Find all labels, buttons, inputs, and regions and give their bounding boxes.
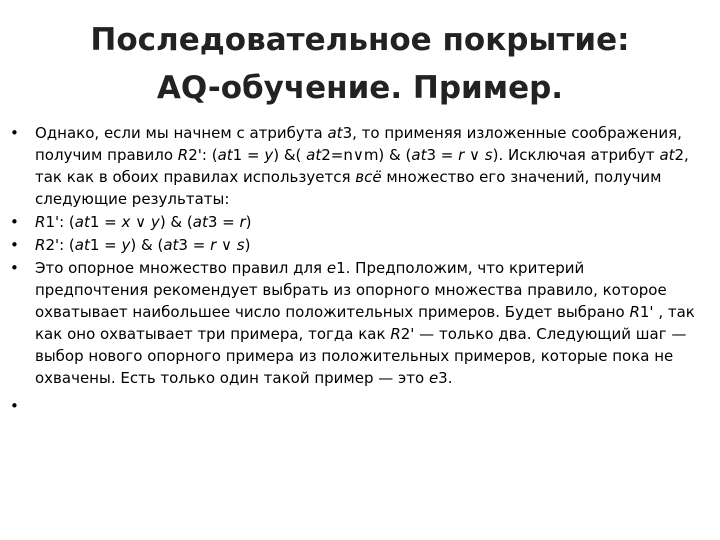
bullet-item-3 (10, 234, 700, 256)
bullet-text: Однако, если мы начнем с атрибута at3, то применяя изложенные соображения, получим правило R2': (at1 = y) &( at2=n∨m) & (at3 = r ∨ s). Исключая атрибут at2, так как в обоих правилах используется всё множество его значений, получим следующие результаты: (35, 124, 689, 208)
bullet-text (35, 397, 40, 415)
bullet-text: Это опорное множество правил для e1. Предположим, что критерий предпочтения рекомендует выбрать из опорного множества правило, которое охватывает наибольшее число положительных примеров. Будет выбрано R1' , так как оно охватывает три примера, тогда как R2' — только два. Следующий шаг — выбор нового опорного примера из положительных примеров, которые пока не охвачены. Есть только один такой пример — это e3. (35, 259, 695, 387)
bullet-text: R1': (at1 = x ∨ y) & (at3 = r) (35, 213, 252, 231)
bullet-item-2 (10, 211, 700, 233)
bullet-marker: • (10, 124, 19, 142)
bullet-list (10, 122, 700, 417)
bullet-marker: • (10, 259, 19, 277)
bullet-marker: • (10, 213, 19, 231)
bullet-text: R2': (at1 = y) & (at3 = r ∨ s) (35, 236, 251, 254)
bullet-item-1 (10, 122, 700, 210)
bullet-marker: • (10, 397, 19, 415)
bullet-marker: • (10, 236, 19, 254)
bullet-item-4 (10, 257, 700, 389)
slide-title (40, 16, 680, 112)
title-line-2: AQ-обучение. Пример. (156, 70, 564, 106)
bullet-item-5 (10, 395, 700, 417)
title-line-1: Последовательное покрытие: (90, 22, 630, 58)
